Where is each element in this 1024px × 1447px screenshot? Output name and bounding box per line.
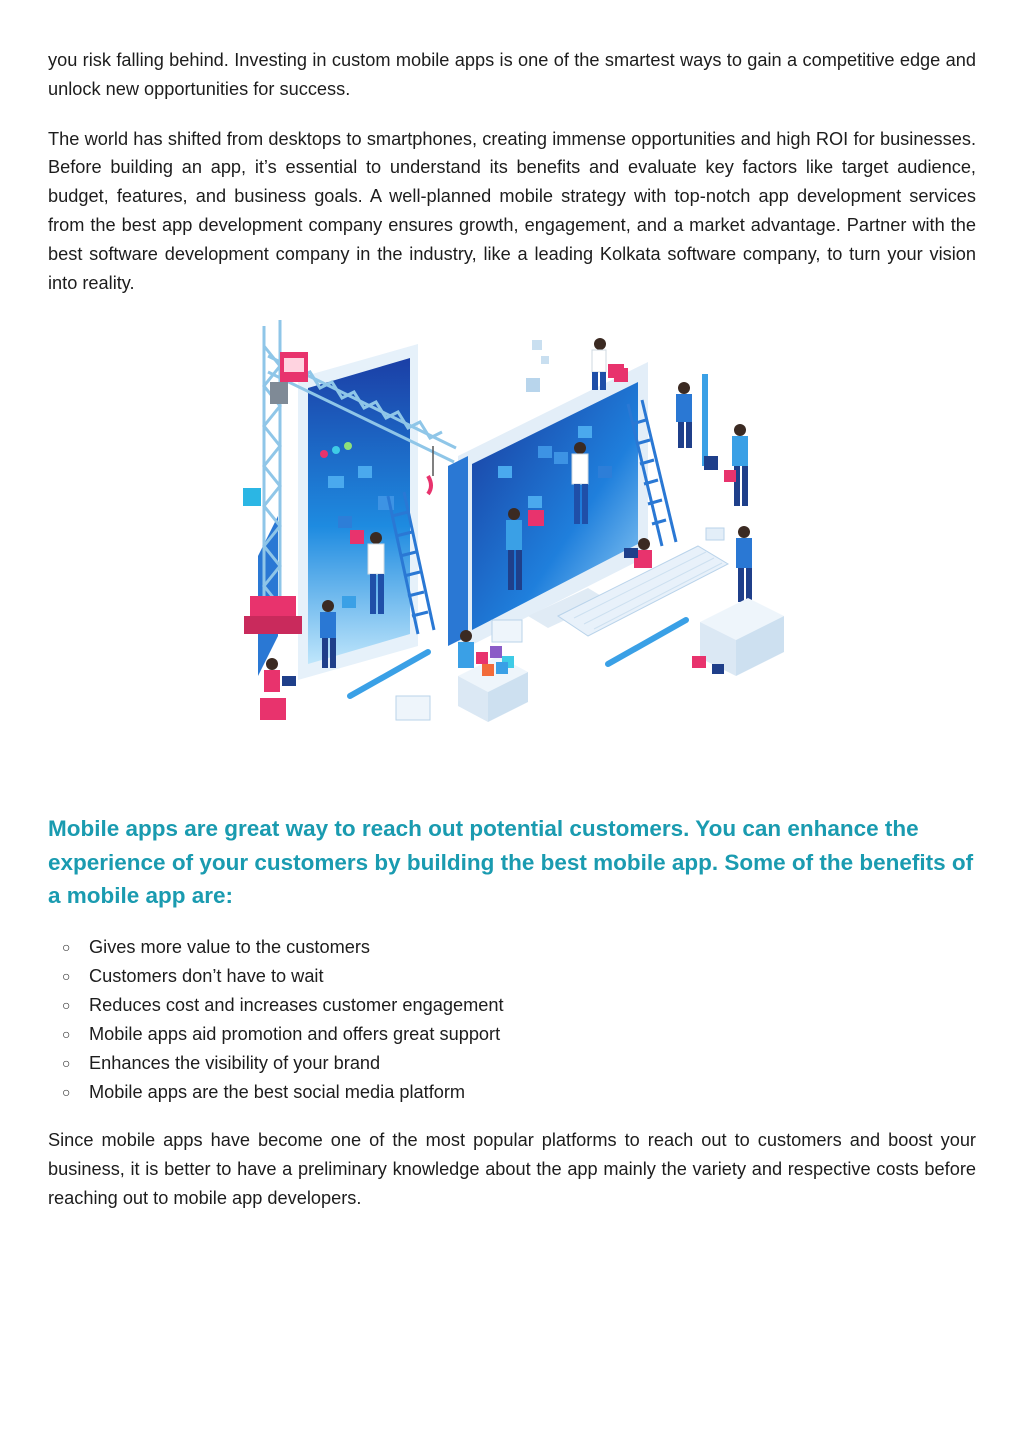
benefits-list [48, 933, 504, 1107]
circle-bullet-icon: ○ [62, 1084, 71, 1100]
circle-bullet-icon: ○ [62, 968, 71, 984]
floating-block [532, 340, 542, 350]
worker-figure [676, 374, 708, 466]
list-item-text: Gives more value to the customers [89, 937, 371, 957]
crane-hook [428, 476, 431, 494]
worker-figure [458, 630, 474, 668]
closing-paragraph: Since mobile apps have become one of the most popular platforms to reach out to customers and boost your business, it is better to have a preliminary knowledge about the app mainly the variety and respective costs before reaching out to mobile app developers. [48, 1130, 976, 1208]
list-item [48, 933, 504, 962]
small-box [492, 620, 522, 642]
floating-block [243, 488, 261, 506]
floating-block [526, 378, 540, 392]
worker-figure [260, 658, 296, 720]
list-item [48, 962, 504, 991]
app-development-illustration [228, 316, 792, 736]
list-item-text: Mobile apps are the best social media platform [89, 1082, 466, 1102]
small-box [724, 470, 736, 482]
intro-section [48, 46, 976, 297]
list-item [48, 991, 504, 1020]
list-item [48, 1049, 504, 1078]
pedestal [692, 598, 784, 676]
intro-paragraph-1: you risk falling behind. Investing in custom mobile apps is one of the smartest ways to gain a competitive edge and unlock new opportunities for success. [48, 50, 976, 99]
pencil [608, 620, 686, 664]
intro-paragraph-2: The world has shifted from desktops to smartphones, creating immense opportunities and high ROI for businesses. Before building an app, it’s essential to understand its benefits and evaluate key factors like target audience, budget, features, and business goals. A well-planned mobile strategy with top-notch app development services from the best app development company ensures growth, engagement, and a market advantage. Partner with the best software development company in the industry, like a leading Kolkata software company, to turn your vision into reality. [48, 128, 976, 293]
small-box [614, 368, 628, 382]
worker-figure [732, 424, 748, 506]
list-item-text: Customers don’t have to wait [89, 966, 324, 986]
benefits-heading: Mobile apps are great way to reach out potential customers. You can enhance the experience of your customers by building the best mobile app. Some of the benefits of a mobile app are: [48, 816, 974, 908]
list-item-text: Mobile apps aid promotion and offers great support [89, 1024, 501, 1044]
small-box [396, 696, 430, 720]
crane-weight [270, 382, 288, 404]
circle-bullet-icon: ○ [62, 1026, 71, 1042]
floating-block [541, 356, 549, 364]
list-item [48, 1020, 504, 1049]
circle-bullet-icon: ○ [62, 939, 71, 955]
list-item-text: Reduces cost and increases customer engagement [89, 995, 504, 1015]
list-item [48, 1078, 504, 1107]
circle-bullet-icon: ○ [62, 1055, 71, 1071]
circle-bullet-icon: ○ [62, 997, 71, 1013]
small-box [704, 456, 718, 470]
list-item-text: Enhances the visibility of your brand [89, 1053, 381, 1073]
